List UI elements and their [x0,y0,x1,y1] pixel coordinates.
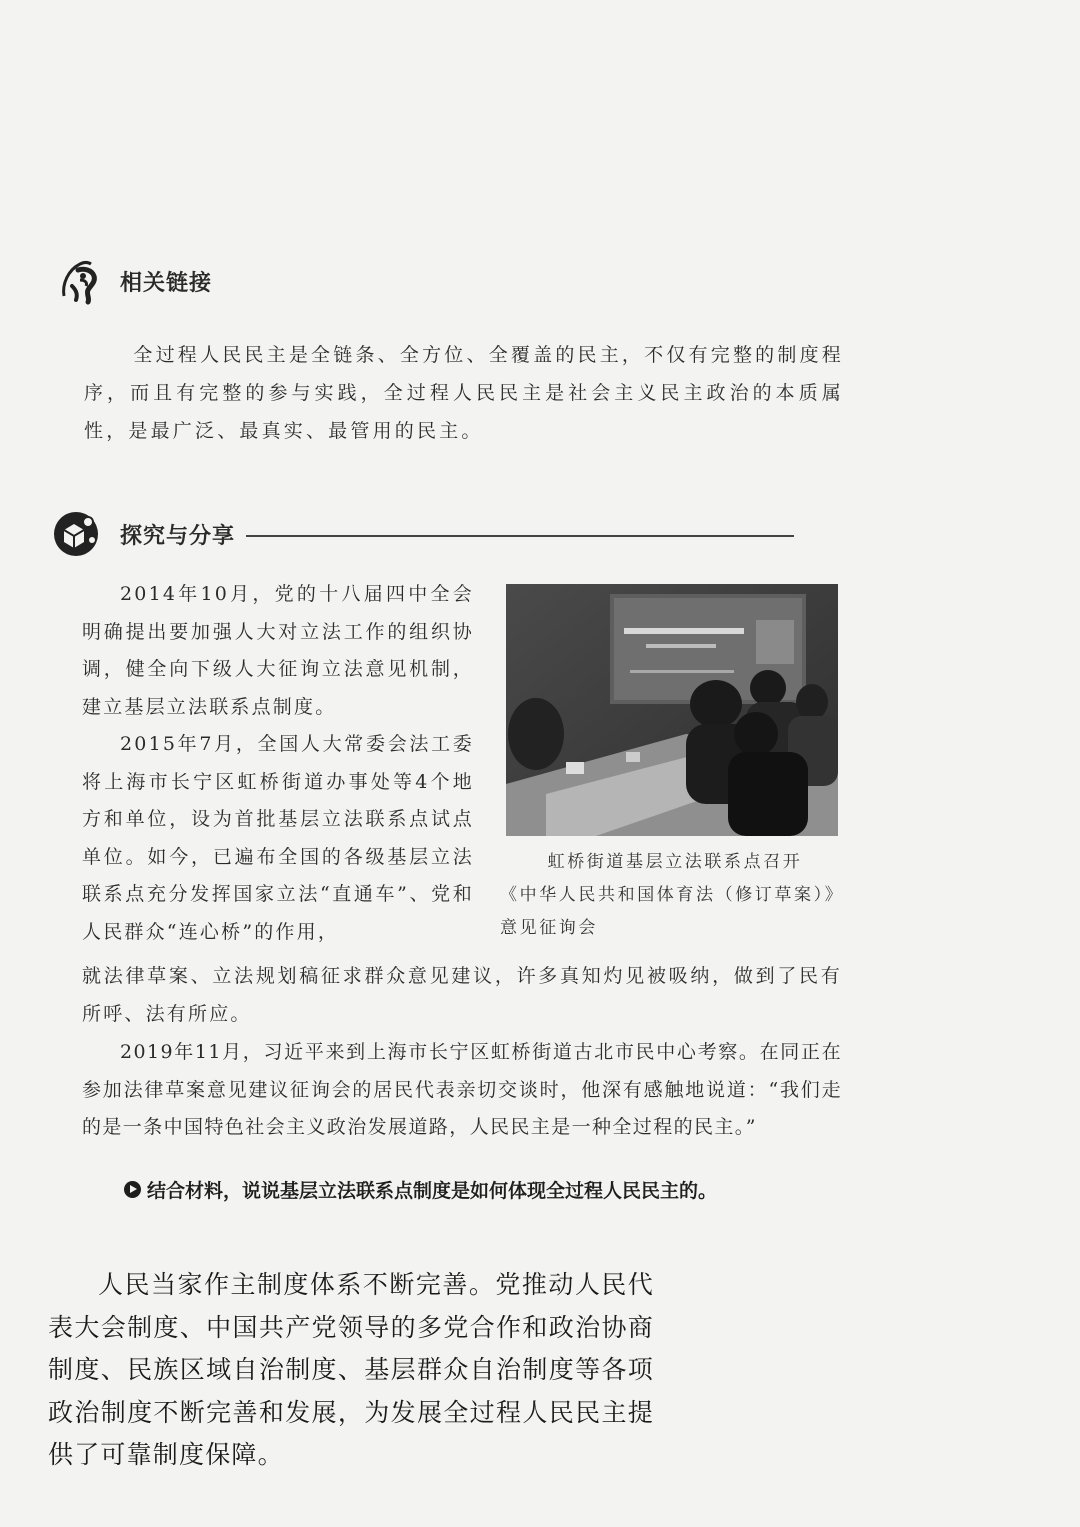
related-link-header [58,256,212,306]
paragraph-2019: 2019年11月，习近平来到上海市长宁区虹桥街道古北市民中心考察。在同正在参加法律草案意见建议征询会的居民代表亲切交谈时，他深有感触地说道：“我们走的是一条中国特色社会主义政治发展道路，人民民主是一种全过程的民主。” [82,1041,842,1138]
header-divider [246,535,794,537]
photo-caption: 虹桥街道基层立法联系点召开《中华人民共和国体育法（修订草案）》意见征询会 [500,852,836,938]
section-title: 相关链接 [120,270,213,296]
paragraph-2015: 2015年7月，全国人大常委会法工委将上海市长宁区虹桥街道办事处等4个地方和单位，设为首批基层立法联系点试点单位。如今，已遍布全国的各级基层立法联系点充分发挥国家立法“直通车”、党和人民群众“连心桥”的作用， [82,733,474,943]
paragraph-2015-continued: 就法律草案、立法规划稿征求群众意见建议，许多真知灼见被吸纳，做到了民有所呼、法有所应。 [82,965,842,1025]
explore-header [52,510,235,558]
meeting-photo [506,584,838,836]
main-body-text: 人民当家作主制度体系不断完善。党推动人民代表大会制度、中国共产党领导的多党合作和政治协商制度、民族区域自治制度、基层群众自治制度等各项政治制度不断完善和发展，为发展全过程人民民主提供了可靠制度保障。 [48,1270,654,1469]
explore-column-text [82,576,474,951]
related-link-text: 全过程人民民主是全链条、全方位、全覆盖的民主，不仅有完整的制度程序，而且有完整的参与实践，全过程人民民主是社会主义民主政治的本质属性，是最广泛、最真实、最管用的民主。 [84,344,844,442]
question-prompt [124,1176,717,1203]
question-text: 结合材料，说说基层立法联系点制度是如何体现全过程人民民主的。 [147,1180,718,1202]
play-circle-icon [124,1181,141,1198]
paragraph-2014: 2014年10月，党的十八届四中全会明确提出要加强人大对立法工作的组织协调，健全向下级人大征询立法意见机制，建立基层立法联系点制度。 [82,583,474,718]
link-icon [58,256,104,306]
cube-explore-icon [52,510,100,558]
section-title: 探究与分享 [120,523,236,549]
